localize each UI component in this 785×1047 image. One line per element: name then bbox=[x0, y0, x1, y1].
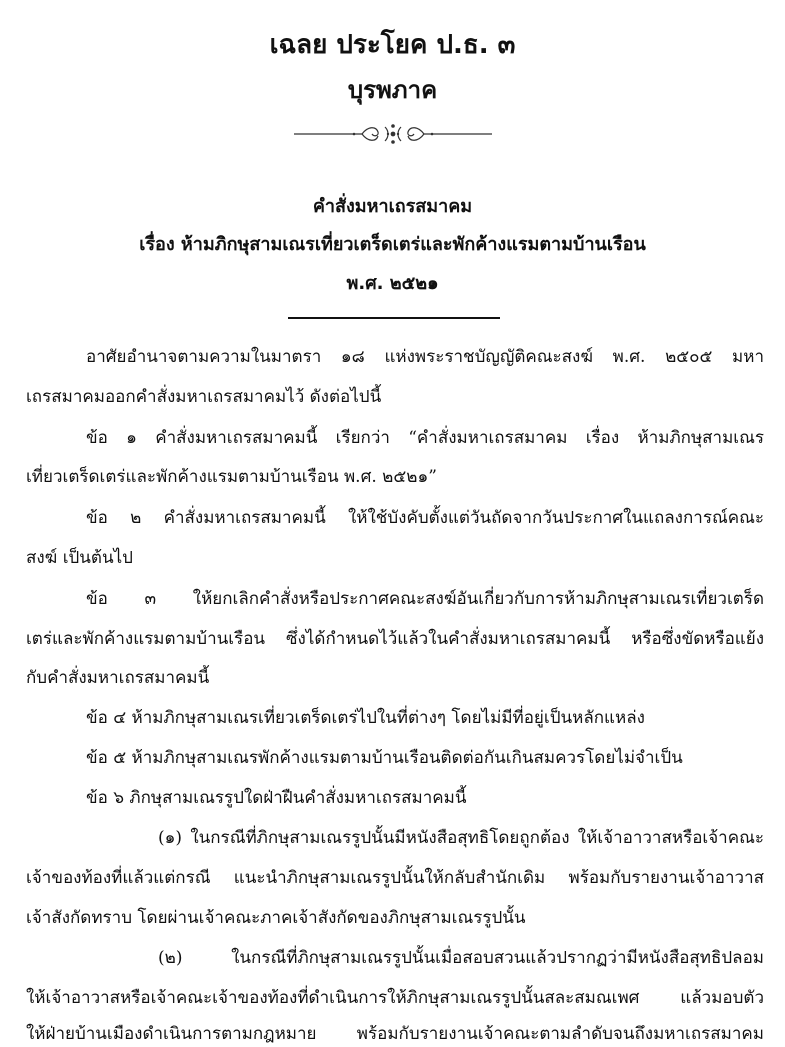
clause-3-line: ข้อ ๓ ให้ยกเลิกคำสั่งหรือประกาศคณะสงฆ์อันเกี่ยวกับการห้ามภิกษุสามเณรเที่ยวเตร็ด bbox=[86, 589, 764, 609]
clause-1-line: ข้อ ๑ คำสั่งมหาเถรสมาคมนี้ เรียกว่า “คำสั่งมหาเถรสมาคม เรื่อง ห้ามภิกษุสามเณร bbox=[86, 428, 764, 448]
clause-4-line: ข้อ ๔ ห้ามภิกษุสามเณรเที่ยวเตร็ดเตร่ไปในที่ต่างๆ โดยไม่มีที่อยู่เป็นหลักแหล่ง bbox=[86, 708, 645, 728]
order-heading-line2: เรื่อง ห้ามภิกษุสามเณรเที่ยวเตร็ดเตร่และพักค้างแรมตามบ้านเรือน bbox=[139, 234, 646, 255]
subclause-1-line: เจ้าของท้องที่แล้วแต่กรณี แนะนำภิกษุสามเณรรูปนั้นให้กลับสำนักเดิม พร้อมกับรายงานเจ้าอาวาส bbox=[26, 868, 764, 888]
page-subtitle: บุรพภาค bbox=[347, 76, 438, 104]
paragraph-line: เถรสมาคมออกคำสั่งมหาเถรสมาคมไว้ ดังต่อไปนี้ bbox=[26, 387, 382, 407]
clause-2-line: ข้อ ๒ คำสั่งมหาเถรสมาคมนี้ ให้ใช้บังคับตั้งแต่วันถัดจากวันประกาศในแถลงการณ์คณะ bbox=[86, 508, 764, 528]
subclause-2-line: (๒) ในกรณีที่ภิกษุสามเณรรูปนั้นเมื่อสอบสวนแล้วปรากฏว่ามีหนังสือสุทธิปลอม bbox=[158, 948, 764, 968]
subclause-1-line: เจ้าสังกัดทราบ โดยผ่านเจ้าคณะภาคเจ้าสังกัดของภิกษุสามเณรรูปนั้น bbox=[26, 908, 526, 928]
subclause-1-line: (๑) ในกรณีที่ภิกษุสามเณรรูปนั้นมีหนังสือสุทธิโดยถูกต้อง ให้เจ้าอาวาสหรือเจ้าคณะ bbox=[158, 828, 764, 848]
order-heading-line1: คำสั่งมหาเถรสมาคม bbox=[312, 196, 473, 217]
clause-1-line: เที่ยวเตร็ดเตร่และพักค้างแรมตามบ้านเรือน พ.ศ. ๒๕๒๑” bbox=[26, 467, 437, 487]
subclause-2-line: ให้เจ้าอาวาสหรือเจ้าคณะเจ้าของท้องที่ดำเนินการให้ภิกษุสามเณรรูปนั้นสละสมณเพศ แล้วมอบตัว bbox=[26, 988, 764, 1008]
clause-6-line: ข้อ ๖ ภิกษุสามเณรรูปใดฝ่าฝืนคำสั่งมหาเถรสมาคมนี้ bbox=[86, 788, 467, 808]
order-heading-year: พ.ศ. ๒๕๒๑ bbox=[346, 273, 439, 294]
subclause-2-line: ให้ฝ่ายบ้านเมืองดำเนินการตามกฎหมาย พร้อมกับรายงานเจ้าคณะตามลำดับจนถึงมหาเถรสมาคม bbox=[26, 1024, 764, 1044]
paragraph-line: อาศัยอำนาจตามความในมาตรา ๑๘ แห่งพระราชบัญญัติคณะสงฆ์ พ.ศ. ๒๕๐๕ มหา bbox=[86, 347, 764, 367]
clause-3-line: เตร่และพักค้างแรมตามบ้านเรือน ซึ่งได้กำหนดไว้แล้วในคำสั่งมหาเถรสมาคมนี้ หรือซึ่งขัดหรือแย้ง bbox=[26, 629, 764, 649]
clause-2-line: สงฆ์ เป็นต้นไป bbox=[26, 548, 133, 568]
heading-divider bbox=[288, 317, 500, 319]
clause-5-line: ข้อ ๕ ห้ามภิกษุสามเณรพักค้างแรมตามบ้านเรือนติดต่อกันเกินสมควรโดยไม่จำเป็น bbox=[86, 748, 683, 768]
clause-3-line: กับคำสั่งมหาเถรสมาคมนี้ bbox=[26, 668, 210, 688]
page-title: เฉลย ประโยค ป.ธ. ๓ bbox=[269, 30, 516, 60]
decorative-flourish-icon bbox=[292, 121, 494, 147]
